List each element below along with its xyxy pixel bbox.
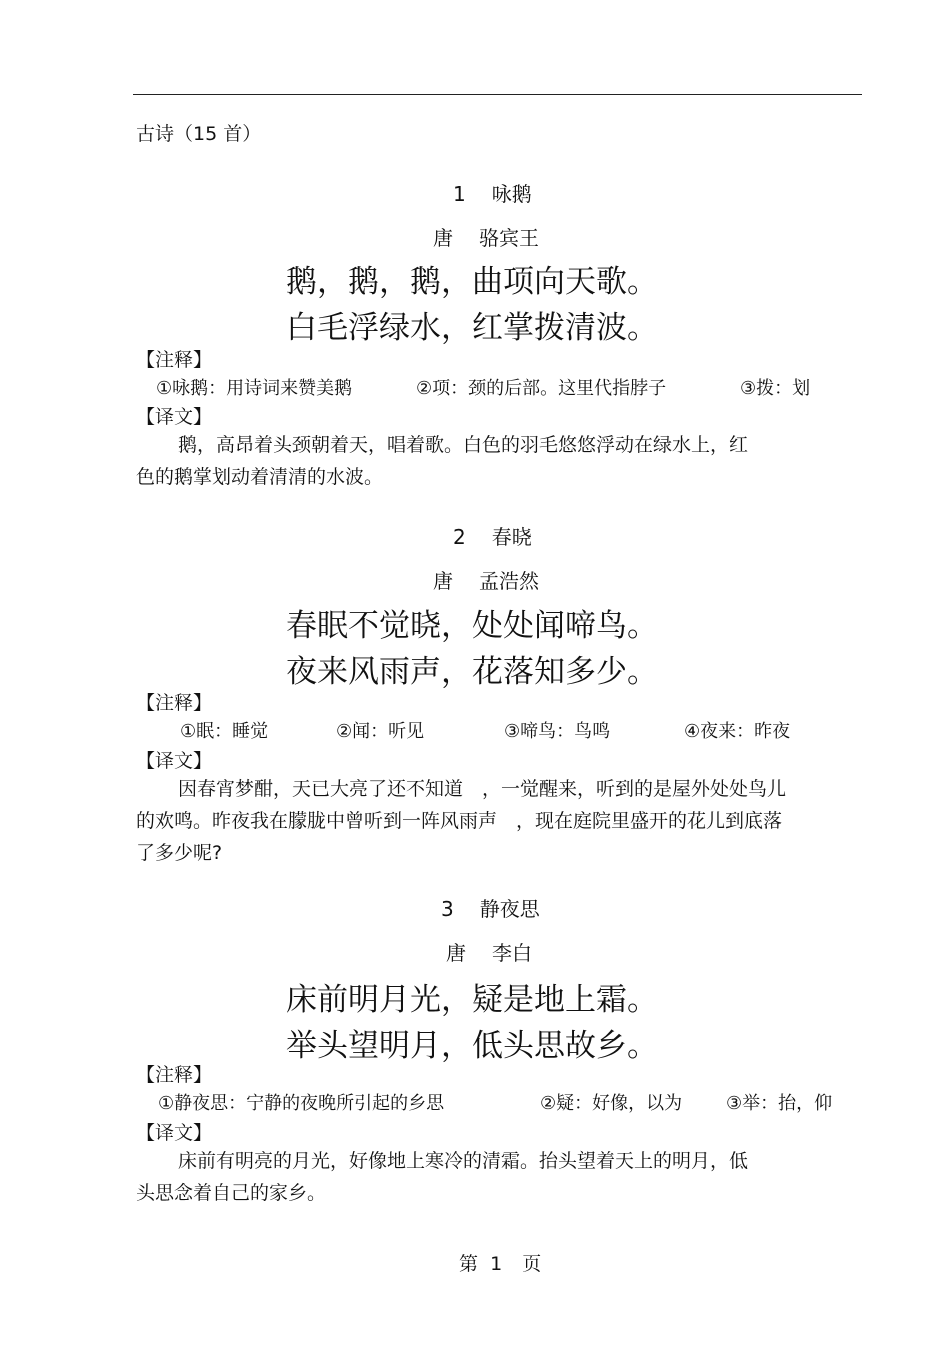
- note-item: ③啼鸟：鸟鸣: [504, 721, 611, 742]
- verse-line: 床前明月光，疑是地上霜。: [286, 982, 658, 1018]
- poem-title: 静夜思: [479, 897, 540, 921]
- translation-line: 床前有明亮的月光，好像地上寒冷的清霜。抬头望着天上的明月，低: [178, 1150, 749, 1172]
- verse-line: 鹅，鹅，鹅，曲项向天歌。: [286, 264, 658, 300]
- page-footer: [459, 1249, 541, 1276]
- poem-dynasty: 唐: [433, 226, 453, 250]
- poem-title: 春晓: [491, 525, 532, 549]
- note-item: ①静夜思：宁静的夜晚所引起的乡思: [158, 1093, 445, 1114]
- translation-text: [136, 1145, 836, 1209]
- verse-line: 夜来风雨声，花落知多少。: [286, 654, 658, 690]
- translation-label: 【译文】: [136, 406, 213, 428]
- note-item: ③举：抬，仰: [726, 1093, 833, 1114]
- translation-label: 【译文】: [136, 750, 213, 772]
- header-rule: [133, 94, 862, 95]
- poem-byline: [433, 222, 539, 251]
- poem-author: 骆宾王: [479, 226, 539, 250]
- verse-line: 春眠不觉晓，处处闻啼鸟。: [286, 608, 658, 644]
- poem-heading: [453, 178, 532, 207]
- poem-author: 孟浩然: [479, 569, 539, 593]
- poem-byline: [446, 937, 532, 966]
- translation-line: 因春宵梦酣，天已大亮了还不知道 ，一觉醒来，听到的是屋外处处鸟儿: [178, 778, 787, 800]
- translation-line: 了多少呢?: [136, 842, 223, 864]
- poem-number: 1: [453, 182, 466, 206]
- poem-heading: [453, 521, 532, 550]
- note-item: ③拨：划: [740, 378, 811, 399]
- note-item: ②闻：听见: [336, 721, 425, 742]
- note-item: ①眠：睡觉: [180, 721, 269, 742]
- page-number: 1: [490, 1253, 503, 1275]
- poem-dynasty: 唐: [433, 569, 453, 593]
- note-item: ①咏鹅：用诗词来赞美鹅: [156, 378, 353, 399]
- poem-byline: [433, 565, 539, 594]
- poem-number: 3: [441, 897, 454, 921]
- translation-text: [136, 773, 846, 869]
- translation-line: 头思念着自己的家乡。: [136, 1182, 327, 1204]
- translation-line: 色的鹅掌划动着清清的水波。: [136, 466, 384, 488]
- notes-label: 【注释】: [136, 692, 213, 714]
- poem-heading: [441, 893, 540, 922]
- verse-line: 白毛浮绿水，红掌拨清波。: [286, 310, 658, 346]
- note-item: ②疑：好像，以为: [540, 1093, 683, 1114]
- poem-dynasty: 唐: [446, 941, 466, 965]
- poem-title: 咏鹅: [491, 182, 532, 206]
- footer-suffix: 页: [522, 1253, 542, 1275]
- translation-line: 鹅，高昂着头颈朝着天，唱着歌。白色的羽毛悠悠浮动在绿水上，红: [178, 434, 749, 456]
- note-item: ④夜来：昨夜: [684, 721, 791, 742]
- poem-author: 李白: [492, 941, 532, 965]
- poem-number: 2: [453, 525, 466, 549]
- translation-line: 的欢鸣。昨夜我在朦胧中曾听到一阵风雨声 ，现在庭院里盛开的花儿到底落: [136, 810, 783, 832]
- note-item: ②项：颈的后部。这里代指脖子: [416, 378, 667, 399]
- translation-label: 【译文】: [136, 1122, 213, 1144]
- document-title: 古诗（15 首）: [136, 123, 262, 145]
- notes-label: 【注释】: [136, 1064, 213, 1086]
- translation-text: [136, 429, 836, 493]
- notes-label: 【注释】: [136, 349, 213, 371]
- verse-line: 举头望明月，低头思故乡。: [286, 1028, 658, 1064]
- footer-prefix: 第: [459, 1253, 479, 1275]
